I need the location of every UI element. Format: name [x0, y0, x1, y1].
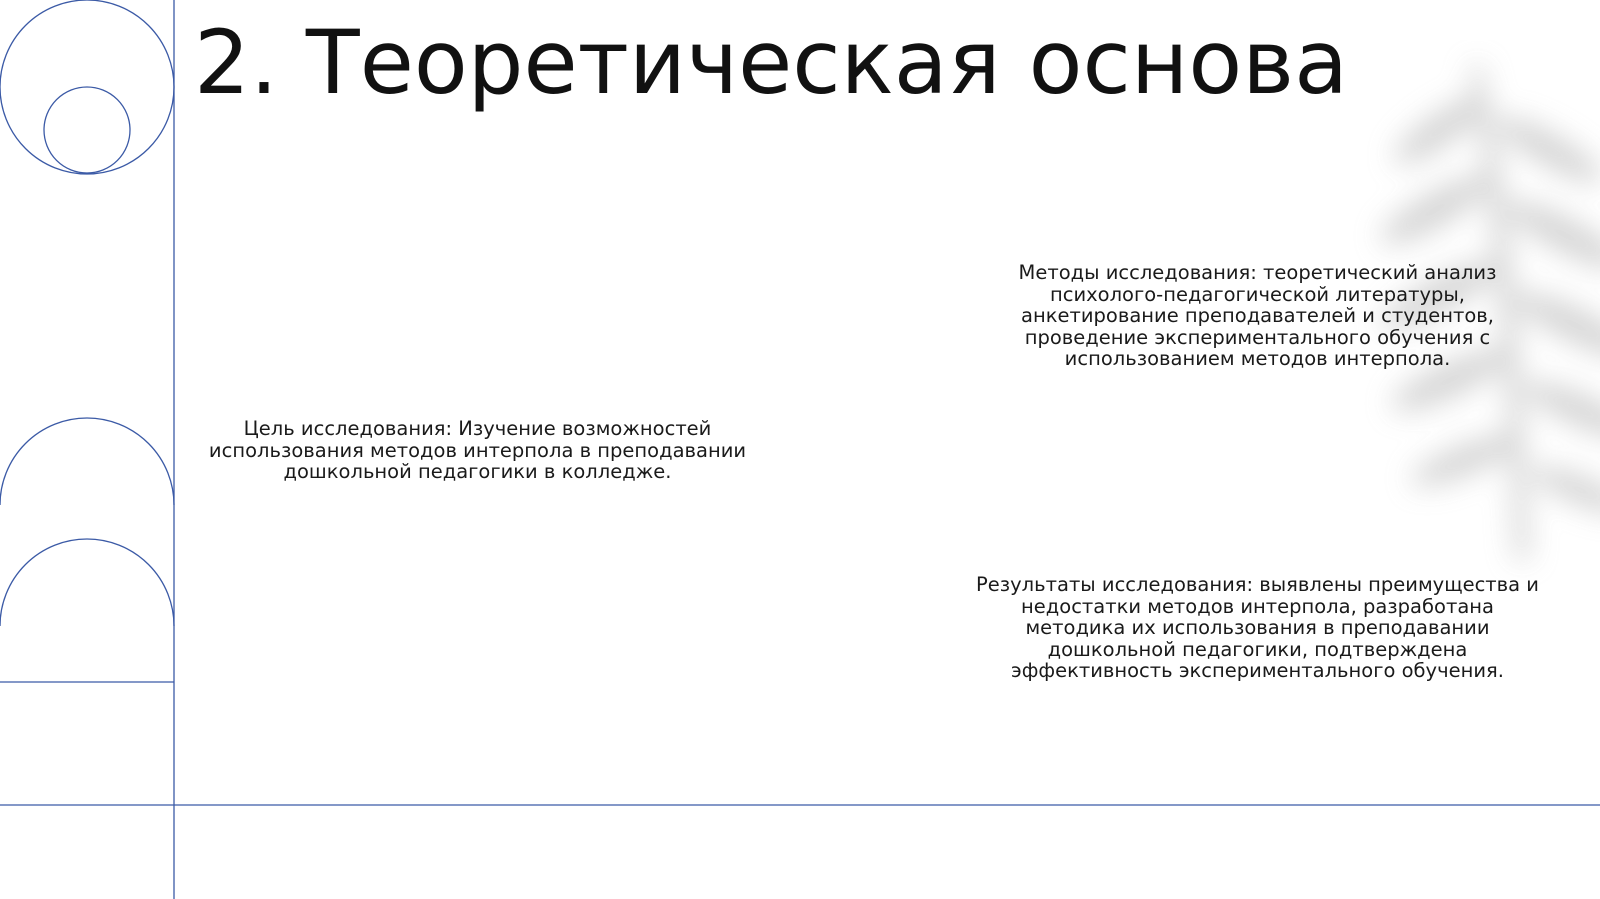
research-goal-text: Цель исследования: Изучение возможностей использования методов интерпола в преподавании дошкольной педагогики в колледже.	[208, 417, 747, 483]
slide-title: 2. Теоретическая основа	[194, 11, 1349, 114]
research-methods-text: Методы исследования: теоретический анализ психолого-педагогической литературы, анкетирование преподавателей и студентов, проведение экспериментального обучения с использованием методов интерпола.	[1018, 261, 1497, 370]
research-results-text: Результаты исследования: выявлены преимущества и недостатки методов интерпола, разработана методика их использования в преподавании дошкольной педагогики, подтверждена эффективность экспериментального обучения.	[976, 573, 1539, 682]
